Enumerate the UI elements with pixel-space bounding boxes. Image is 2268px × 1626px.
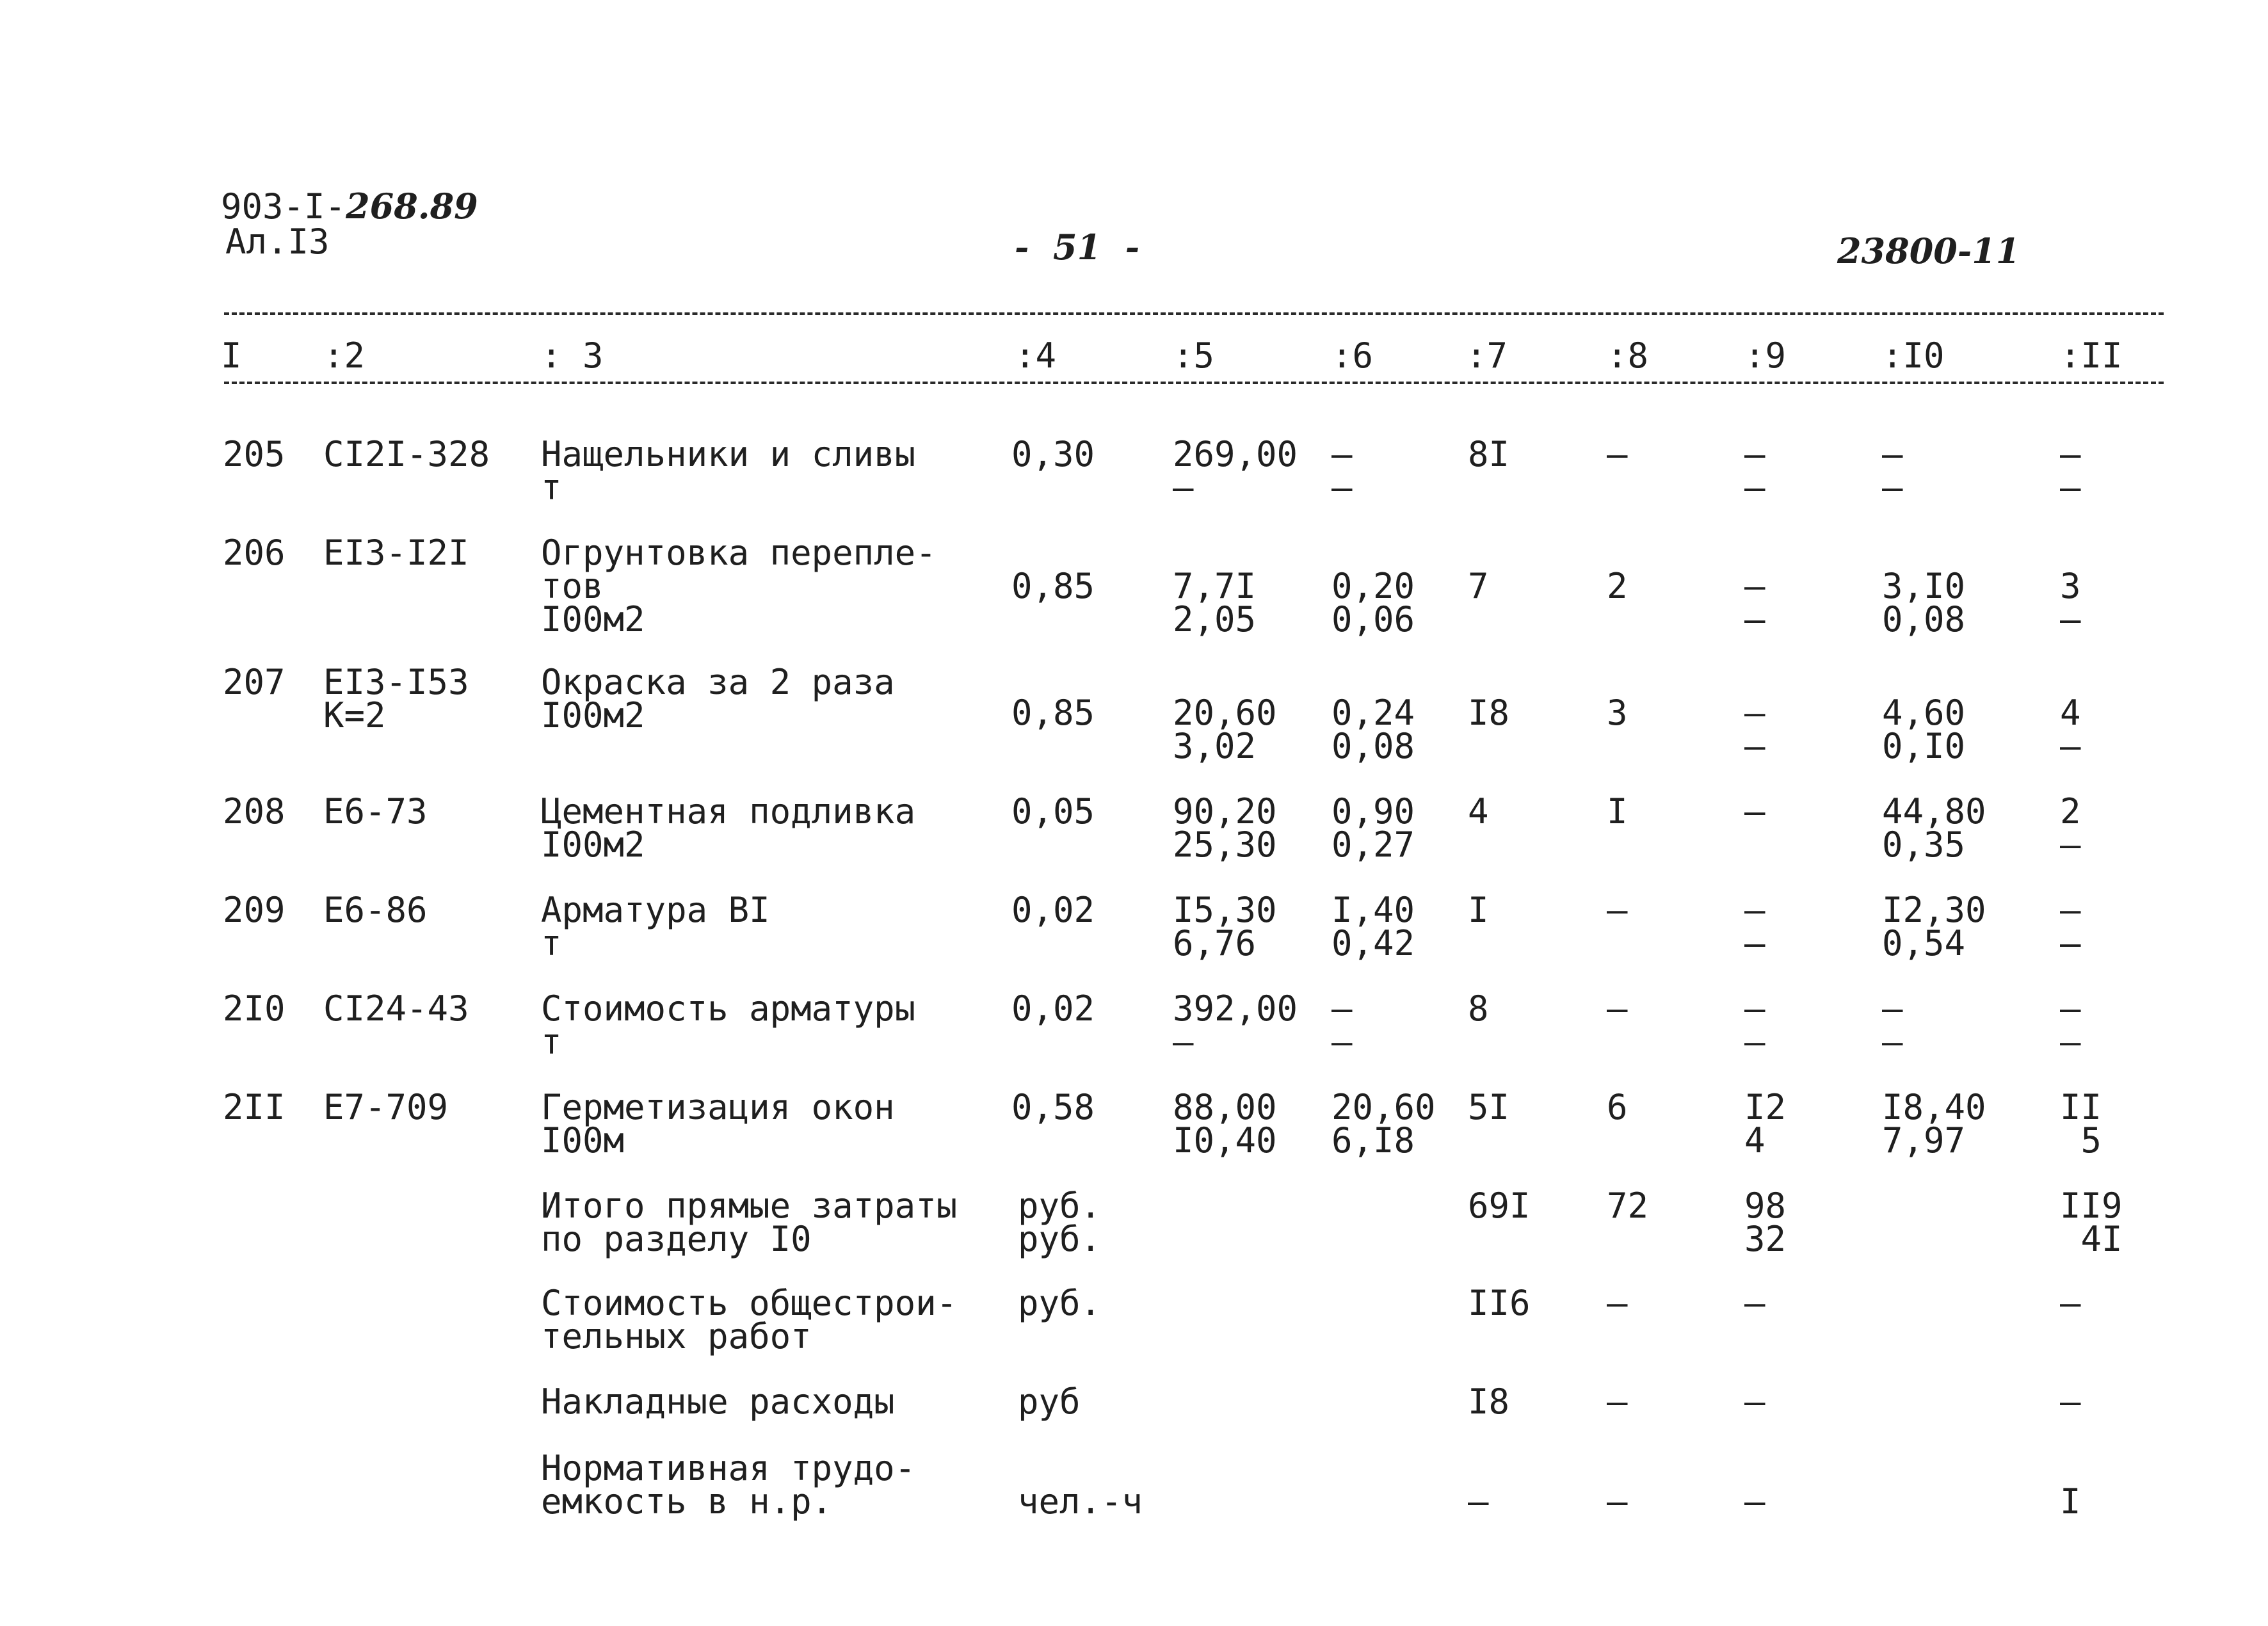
totals-col9: 98 32 <box>1744 1186 1787 1259</box>
cell-col11: II 5 <box>2060 1087 2102 1161</box>
col-header-1: I <box>221 335 242 376</box>
cell-code: CI2I-328 <box>323 434 490 474</box>
cell-col10: 3,I0 0,08 <box>1882 566 1966 640</box>
cell-col10: I2,30 0,54 <box>1882 890 1986 963</box>
cell-code: EI3-I2I <box>323 533 469 573</box>
cell-col5: 90,20 25,30 <box>1173 791 1277 865</box>
cell-code: E7-709 <box>323 1087 449 1127</box>
cell-col8: – <box>1607 434 1628 474</box>
col-header-3: : 3 <box>541 335 604 376</box>
col-header-9: :9 <box>1744 335 1787 376</box>
totals-col7: 69I <box>1468 1186 1531 1226</box>
cell-col6: 20,60 6,I8 <box>1331 1087 1436 1161</box>
totals-col11: II9 4I <box>2060 1186 2123 1259</box>
doc-code-printed: 903-I- <box>221 186 346 227</box>
cell-quantity: 0,30 <box>1011 434 1095 474</box>
totals-col11: – <box>2060 1283 2081 1323</box>
cell-description: Арматура BI т <box>541 890 770 963</box>
cell-col11: – – <box>2060 890 2081 963</box>
col-header-8: :8 <box>1607 335 1649 376</box>
cell-code: E6-73 <box>323 791 428 832</box>
cell-col9: – – <box>1744 890 1765 963</box>
cell-description: Стоимость арматуры т <box>541 988 916 1062</box>
cell-description: Нащельники и сливы т <box>541 434 916 508</box>
totals-col8: – <box>1607 1283 1628 1323</box>
cell-col10: 44,80 0,35 <box>1882 791 1986 865</box>
cell-col9: I2 4 <box>1744 1087 1787 1161</box>
col-header-6: :6 <box>1331 335 1374 376</box>
header-bottom-rule <box>224 382 2164 384</box>
cell-number: 208 <box>223 791 286 832</box>
totals-unit: руб. <box>1018 1283 1102 1323</box>
cell-col10: 4,60 0,I0 <box>1882 693 1966 766</box>
cell-col7: I <box>1468 890 1489 930</box>
page-number: - 51 - <box>1015 227 1140 268</box>
col-header-11: :II <box>2060 335 2123 376</box>
cell-quantity: 0,58 <box>1011 1087 1095 1127</box>
cell-col8: I <box>1607 791 1628 832</box>
cell-quantity: 0,02 <box>1011 988 1095 1029</box>
cell-col7: 8I <box>1468 434 1510 474</box>
cell-number: 2I0 <box>223 988 286 1029</box>
cell-col5: 269,00 – <box>1173 434 1298 508</box>
cell-col6: – – <box>1331 434 1353 508</box>
cell-col7: 8 <box>1468 988 1489 1029</box>
cell-col10: – – <box>1882 434 1903 508</box>
album-number: Ал.I3 <box>225 221 330 262</box>
cell-col6: 0,90 0,27 <box>1331 791 1415 865</box>
cell-col6: 0,20 0,06 <box>1331 566 1415 640</box>
cell-description: Герметизация окон I00м <box>541 1087 895 1161</box>
totals-label: Итого прямые затраты по разделу I0 <box>541 1186 958 1259</box>
cell-code: E6-86 <box>323 890 428 930</box>
cell-quantity: 0,85 <box>1011 566 1095 606</box>
cell-col5: 88,00 I0,40 <box>1173 1087 1277 1161</box>
totals-col8: – <box>1607 1481 1628 1522</box>
totals-col11: – <box>2060 1381 2081 1422</box>
cell-number: 207 <box>223 662 286 702</box>
totals-unit: руб. руб. <box>1018 1186 1102 1259</box>
col-header-2: :2 <box>323 335 366 376</box>
cell-quantity: 0,02 <box>1011 890 1095 930</box>
doc-code <box>221 186 478 227</box>
cell-col6: I,40 0,42 <box>1331 890 1415 963</box>
totals-col7: – <box>1468 1481 1489 1522</box>
totals-col7: II6 <box>1468 1283 1531 1323</box>
totals-col9: – <box>1744 1481 1765 1522</box>
cell-code: EI3-I53 К=2 <box>323 662 469 736</box>
totals-col8: 72 <box>1607 1186 1649 1226</box>
cell-quantity: 0,85 <box>1011 693 1095 733</box>
cell-col5: 20,60 3,02 <box>1173 693 1277 766</box>
totals-label: Стоимость общестрои- тельных работ <box>541 1283 958 1356</box>
cell-col11: 2 – <box>2060 791 2081 865</box>
cell-col8: 3 <box>1607 693 1628 733</box>
cell-col7: 4 <box>1468 791 1489 832</box>
cell-quantity: 0,05 <box>1011 791 1095 832</box>
totals-label: Нормативная трудо- емкость в н.р. <box>541 1448 916 1522</box>
totals-label: Накладные расходы <box>541 1381 895 1422</box>
totals-unit: чел.-ч <box>1018 1481 1143 1522</box>
cell-col7: 7 <box>1468 566 1489 606</box>
cell-col11: 3 – <box>2060 566 2081 640</box>
totals-col9: – <box>1744 1283 1765 1323</box>
cell-col9: – – <box>1744 566 1765 640</box>
cell-col11: – – <box>2060 988 2081 1062</box>
cell-number: 205 <box>223 434 286 474</box>
totals-col11: I <box>2060 1481 2081 1522</box>
cell-col9: – – <box>1744 988 1765 1062</box>
totals-unit: руб <box>1018 1381 1081 1422</box>
col-header-10: :I0 <box>1882 335 1945 376</box>
cell-col8: – <box>1607 890 1628 930</box>
cell-col10: – – <box>1882 988 1903 1062</box>
cell-col5: 392,00 – <box>1173 988 1298 1062</box>
cell-col11: 4 – <box>2060 693 2081 766</box>
cell-col7: 5I <box>1468 1087 1510 1127</box>
cell-col7: I8 <box>1468 693 1510 733</box>
cell-col10: I8,40 7,97 <box>1882 1087 1986 1161</box>
cell-col8: – <box>1607 988 1628 1029</box>
cell-description: Огрунтовка перепле- тов I00м2 <box>541 533 937 640</box>
top-rule <box>224 312 2164 315</box>
cell-col5: 7,7I 2,05 <box>1173 566 1257 640</box>
cell-col6: 0,24 0,08 <box>1331 693 1415 766</box>
col-header-5: :5 <box>1173 335 1215 376</box>
cell-col8: 2 <box>1607 566 1628 606</box>
totals-col9: – <box>1744 1381 1765 1422</box>
cell-col9: – – <box>1744 434 1765 508</box>
cell-number: 209 <box>223 890 286 930</box>
col-header-4: :4 <box>1015 335 1057 376</box>
cell-description: Окраска за 2 раза I00м2 <box>541 662 895 736</box>
inventory-number: 23800-11 <box>1837 230 2020 271</box>
cell-description: Цементная подливка I00м2 <box>541 791 916 865</box>
cell-col9: – – <box>1744 693 1765 766</box>
cell-col6: – – <box>1331 988 1353 1062</box>
cell-code: CI24-43 <box>323 988 469 1029</box>
cell-number: 206 <box>223 533 286 573</box>
cell-col11: – – <box>2060 434 2081 508</box>
cell-col9: – <box>1744 791 1765 832</box>
totals-col8: – <box>1607 1381 1628 1422</box>
totals-col7: I8 <box>1468 1381 1510 1422</box>
cell-col5: I5,30 6,76 <box>1173 890 1277 963</box>
cell-number: 2II <box>223 1087 286 1127</box>
col-header-7: :7 <box>1466 335 1508 376</box>
cell-col8: 6 <box>1607 1087 1628 1127</box>
doc-code-handwritten: 268.89 <box>346 186 478 227</box>
